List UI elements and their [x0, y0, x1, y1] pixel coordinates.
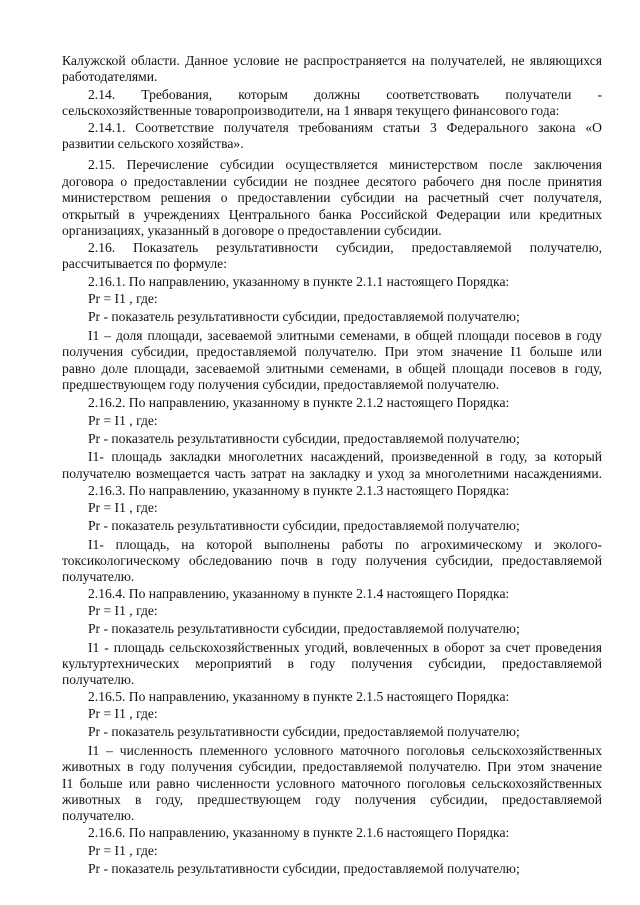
formula: Pr = I1 , где: — [88, 603, 158, 618]
text-line: предшествующем году получения субсидии, предоставляемой получателю. — [62, 377, 500, 392]
text-line: животных в году получения субсидии, предоставляемой получателю. При этом значение — [62, 759, 602, 774]
text-line: министерством решения о предоставлении субсидии на расчетный счет получателя, — [62, 190, 602, 205]
text-line: рассчитывается по формуле: — [62, 256, 227, 271]
text-line: I1 больше или равно численности условного маточного поголовья сельскохозяйственных — [62, 776, 602, 791]
text-line: I1 – численность племенного условного маточного поголовья сельскохозяйственных — [88, 743, 602, 758]
text-line: развитии сельского хозяйства». — [62, 136, 244, 151]
text-line: получателю возмещается часть затрат на закладку и уход за многолетними насаждениями. — [62, 466, 602, 481]
text-line: Pr - показатель результативности субсидии, предоставляемой получателю; — [88, 621, 520, 636]
text-line: 2.16. Показатель результативности субсидии, предоставляемой получателю, — [88, 240, 602, 255]
text-line: 2.16.1. По направлению, указанному в пункте 2.1.1 настоящего Порядка: — [88, 274, 510, 289]
text-line: договора о предоставлении субсидии не позднее десятого рабочего дня после принятия — [62, 174, 602, 189]
text-line: 2.14. Требования, которым должны соответствовать получатели - — [88, 87, 602, 102]
text-line: организациях, указанный в договоре о предоставлении субсидии. — [62, 223, 442, 238]
formula: Pr = I1 , где: — [88, 291, 158, 306]
text-line: 2.16.6. По направлению, указанному в пункте 2.1.6 настоящего Порядка: — [88, 825, 510, 840]
text-line: открытый в учреждениях Центрального банка Российской Федерации или кредитных — [62, 207, 602, 222]
text-line: 2.16.2. По направлению, указанному в пункте 2.1.2 настоящего Порядка: — [88, 395, 510, 410]
text-line: Pr - показатель результативности субсидии, предоставляемой получателю; — [88, 431, 520, 446]
text-line: 2.14.1. Соответствие получателя требованиям статьи 3 Федерального закона «О — [88, 120, 602, 135]
text-line: 2.16.5. По направлению, указанному в пункте 2.1.5 настоящего Порядка: — [88, 689, 510, 704]
text-line: Pr - показатель результативности субсидии, предоставляемой получателю; — [88, 518, 520, 533]
text-line: Калужской области. Данное условие не распространяется на получателей, не являющихся — [62, 53, 602, 68]
formula: Pr = I1 , где: — [88, 500, 158, 515]
text-line: Pr - показатель результативности субсидии, предоставляемой получателю; — [88, 724, 520, 739]
formula: Pr = I1 , где: — [88, 706, 158, 721]
text-line: получения субсидии, предоставляемой получателю. При этом значение I1 больше или — [62, 344, 602, 359]
text-line: животных в году, предшествующем году получения субсидии, предоставляемой — [62, 792, 602, 807]
text-line: сельскохозяйственные товаропроизводители, на 1 января текущего финансового года: — [62, 103, 560, 118]
text-line: 2.16.4. По направлению, указанному в пункте 2.1.4 настоящего Порядка: — [88, 586, 510, 601]
formula: Pr = I1 , где: — [88, 843, 158, 858]
text-line: Pr - показатель результативности субсидии, предоставляемой получателю; — [88, 309, 520, 324]
text-line: I1- площадь, на которой выполнены работы по агрохимическому и эколого- — [88, 537, 602, 552]
text-line: равно доле площади, засеваемой элитными семенами, в общей площади посевов в году, — [62, 361, 602, 376]
text-line: I1 – доля площади, засеваемой элитными семенами, в общей площади посевов в году — [88, 328, 602, 343]
text-line: токсикологическому обследованию почв в году получения субсидии, предоставляемой — [62, 553, 602, 568]
text-line: 2.15. Перечисление субсидии осуществляется министерством после заключения — [88, 157, 602, 172]
text-line: получателю. — [62, 808, 135, 823]
formula: Pr = I1 , где: — [88, 413, 158, 428]
text-line: I1 - площадь сельскохозяйственных угодий, вовлеченных в оборот за счет проведения — [88, 640, 602, 655]
text-line: получателю. — [62, 672, 135, 687]
text-line: культуртехнических мероприятий в году получения субсидии, предоставляемой — [62, 656, 602, 671]
text-line: работодателями. — [62, 69, 158, 84]
text-line: получателю. — [62, 569, 135, 584]
text-line: 2.16.3. По направлению, указанному в пункте 2.1.3 настоящего Порядка: — [88, 483, 510, 498]
text-line: Pr - показатель результативности субсидии, предоставляемой получателю; — [88, 861, 520, 876]
text-line: I1- площадь закладки многолетних насаждений, произведенной в году, за который — [88, 449, 602, 464]
